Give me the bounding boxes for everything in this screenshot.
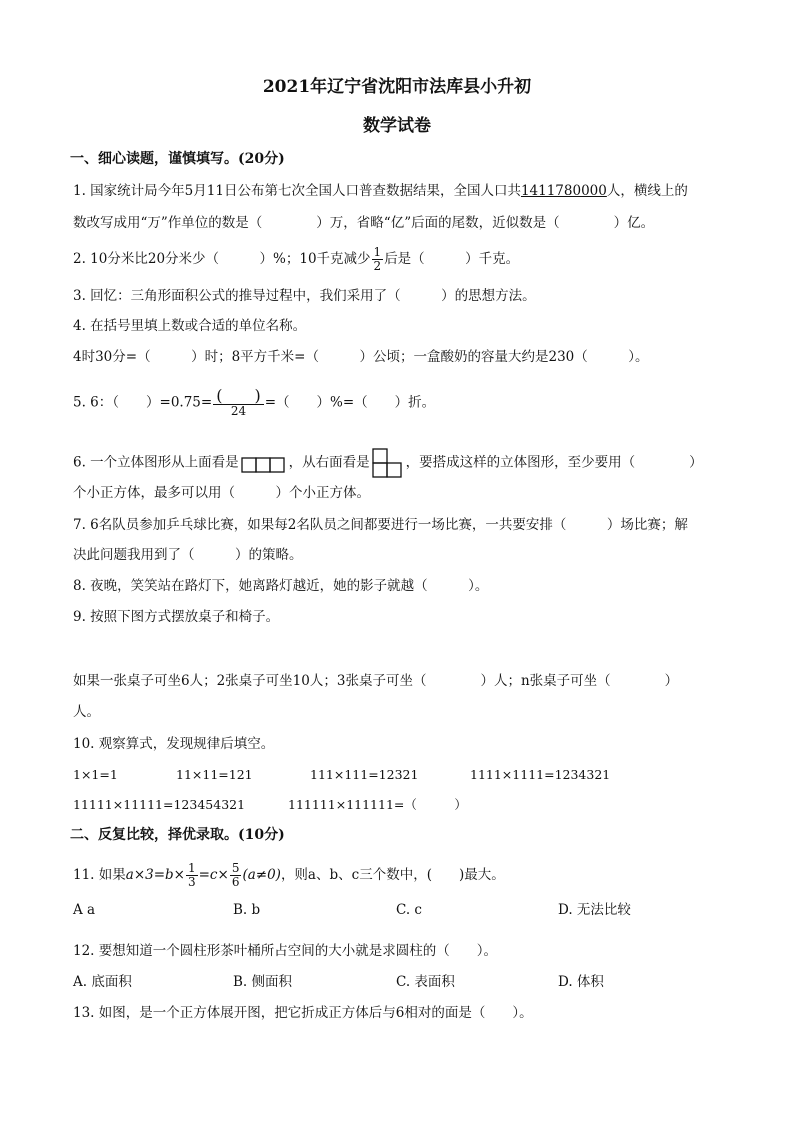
question-9-line-1: 9. 按照下图方式摆放桌子和椅子。 xyxy=(73,609,280,625)
question-2 xyxy=(73,246,519,273)
q12-option-c: C. 表面积 xyxy=(396,974,455,990)
q11-option-a: A a xyxy=(73,902,96,918)
question-9-line-3: 人。 xyxy=(73,704,100,720)
q2-frac-numerator: 1 xyxy=(373,245,382,259)
question-10: 10. 观察算式，发现规律后填空。 xyxy=(73,736,275,752)
question-12: 12. 要想知道一个圆柱形茶叶桶所占空间的大小就是求圆柱的（ ）。 xyxy=(73,943,498,959)
q5-fraction xyxy=(213,388,264,418)
q11-frac1-denominator: 3 xyxy=(187,875,196,889)
q1-text-a: 1. 国家统计局今年5月11日公布第七次全国人口普查数据结果，全国人口共 xyxy=(73,183,521,199)
q5-frac-denominator: 24 xyxy=(230,404,247,418)
q10-equation-6: 111111×111111=（ ） xyxy=(288,797,467,812)
q10-equation-5: 11111×11111=123454321 xyxy=(73,797,246,812)
q10-equation-4: 1111×1111=1234321 xyxy=(470,767,611,782)
q10-equation-1: 1×1=1 xyxy=(73,767,118,782)
q1-population-number: 1411780000 xyxy=(520,183,607,199)
question-5 xyxy=(73,388,435,418)
q11-expr-3: (a≠0) xyxy=(242,867,281,883)
q11-frac1-numerator: 1 xyxy=(187,861,196,875)
right-view-figure-icon xyxy=(372,447,404,479)
q11-fraction-1 xyxy=(186,862,198,889)
q10-equation-3: 111×111=12321 xyxy=(310,767,419,782)
q6-text-c: ，要搭成这样的立体图形，至少要用（ ） xyxy=(405,454,703,471)
question-7-line-2: 决此问题我用到了（ ）的策略。 xyxy=(73,547,303,563)
question-4-line-2: 4时30分=（ ）时；8平方千米=（ ）公顷；一盒酸奶的容量大约是230（ ）。 xyxy=(73,349,649,365)
q5-text-b: =（ ）%=（ ）折。 xyxy=(264,394,436,411)
q12-option-a: A. 底面积 xyxy=(73,974,132,990)
question-1-line-2: 数改写成用“万”作单位的数是（ ）万，省略“亿”后面的尾数，近似数是（ ）亿。 xyxy=(73,215,655,231)
q2-fraction xyxy=(372,246,384,273)
q11-option-b: B. b xyxy=(233,902,261,918)
question-6-line-1 xyxy=(73,447,703,479)
q12-option-d: D. 体积 xyxy=(558,974,604,990)
question-3: 3. 回忆：三角形面积公式的推导过程中，我们采用了（ ）的思想方法。 xyxy=(73,288,536,304)
q11-text-a: 11. 如果 xyxy=(73,867,126,883)
q10-equation-2: 11×11=121 xyxy=(176,767,253,782)
question-7-line-1: 7. 6名队员参加乒乓球比赛，如果每2名队员之间都要进行一场比赛，一共要安排（ ）场比赛；解 xyxy=(73,517,688,533)
q12-option-b: B. 侧面积 xyxy=(233,974,293,990)
q6-text-b: ，从右面看是 xyxy=(288,454,370,471)
question-11 xyxy=(73,862,505,889)
question-9-line-2: 如果一张桌子可坐6人；2张桌子可坐10人；3张桌子可坐（ ）人；n张桌子可坐（ ） xyxy=(73,673,679,689)
question-8: 8. 夜晚，笑笑站在路灯下，她离路灯越近，她的影子就越（ ）。 xyxy=(73,578,489,594)
question-13: 13. 如图，是一个正方体展开图，把它折成正方体后与6相对的面是（ ）。 xyxy=(73,1005,533,1021)
q2-text-b: 后是（ ）千克。 xyxy=(384,251,520,267)
section-2-heading: 二、反复比较，择优录取。(10分) xyxy=(70,827,285,843)
question-1-line-1 xyxy=(73,182,688,200)
q2-text-a: 2. 10分米比20分米少（ ）%；10千克减少 xyxy=(73,251,371,267)
q5-text-a: 5. 6：（ ）=0.75= xyxy=(73,394,213,411)
q11-text-b: ，则a、b、c三个数中，( )最大。 xyxy=(280,867,505,883)
top-view-figure-icon xyxy=(241,452,287,474)
exam-subtitle: 数学试卷 xyxy=(363,116,431,136)
q6-text-a: 6. 一个立体图形从上面看是 xyxy=(73,454,239,471)
q11-option-d: D. 无法比较 xyxy=(558,902,631,918)
question-6-line-2: 个小正方体，最多可以用（ ）个小正方体。 xyxy=(73,485,370,501)
q11-fraction-2 xyxy=(230,862,242,889)
q11-frac2-numerator: 5 xyxy=(231,861,240,875)
q11-option-c: C. c xyxy=(396,902,422,918)
q1-text-b: 人，横线上的 xyxy=(606,183,688,199)
q2-frac-denominator: 2 xyxy=(373,259,382,273)
q11-expr-2: =c× xyxy=(198,867,229,883)
q5-frac-numerator: ( ) xyxy=(213,388,264,405)
q11-frac2-denominator: 6 xyxy=(231,875,240,889)
question-4-line-1: 4. 在括号里填上数或合适的单位名称。 xyxy=(73,318,307,334)
exam-title: 2021年辽宁省沈阳市法库县小升初 xyxy=(262,77,532,97)
q11-expr-1: a×3=b× xyxy=(125,867,185,883)
section-1-heading: 一、细心读题，谨慎填写。(20分) xyxy=(70,151,285,167)
